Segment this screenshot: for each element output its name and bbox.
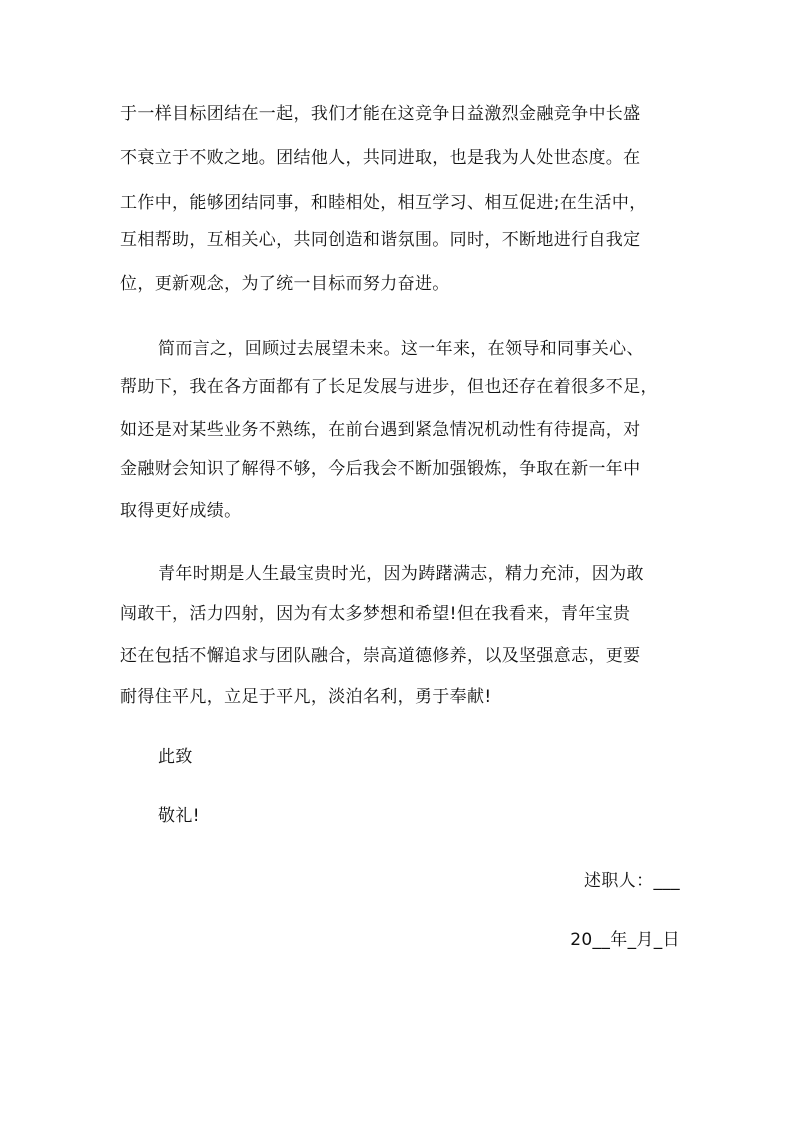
salutation: 敬礼! [158,806,200,826]
paragraph-3-line-2: 闯敢干，活力四射，因为有太多梦想和希望!但在我看来，青年宝贵 [120,604,631,624]
closing-phrase: 此致 [158,747,193,767]
paragraph-2-line-2: 帮助下，我在各方面都有了长足发展与进步，但也还存在着很多不足， [120,377,658,397]
paragraph-3-line-1: 青年时期是人生最宝贵时光，因为踌躇满志，精力充沛，因为敢 [158,564,644,584]
paragraph-2-line-3: 如还是对某些业务不熟练，在前台遇到紧急情况机动性有待提高，对 [120,420,641,440]
paragraph-2-line-5: 取得更好成绩。 [120,501,242,521]
date-line: 20__年_月_日 [570,930,680,950]
paragraph-1-line-1: 于一样目标团结在一起，我们才能在这竞争日益激烈金融竞争中长盛 [120,104,641,124]
paragraph-1-line-4: 互相帮助，互相关心，共同创造和谐氛围。同时，不断地进行自我定 [120,230,641,250]
signature-line: 述职人：___ [584,871,680,891]
paragraph-3-line-3: 还在包括不懈追求与团队融合，崇高道德修养，以及坚强意志，更要 [120,646,641,666]
paragraph-2-line-4: 金融财会知识了解得不够，今后我会不断加强锻炼，争取在新一年中 [120,459,641,479]
paragraph-1-line-3: 工作中，能够团结同事，和睦相处，相互学习、相互促进;在生活中， [120,193,647,213]
paragraph-2-line-1: 简而言之，回顾过去展望未来。这一年来，在领导和同事关心、 [158,339,644,359]
paragraph-1-line-2: 不衰立于不败之地。团结他人，共同进取，也是我为人处世态度。在 [120,148,641,168]
paragraph-1-line-5: 位，更新观念，为了统一目标而努力奋进。 [120,274,450,294]
paragraph-3-line-4: 耐得住平凡，立足于平凡，淡泊名利，勇于奉献! [120,687,492,707]
